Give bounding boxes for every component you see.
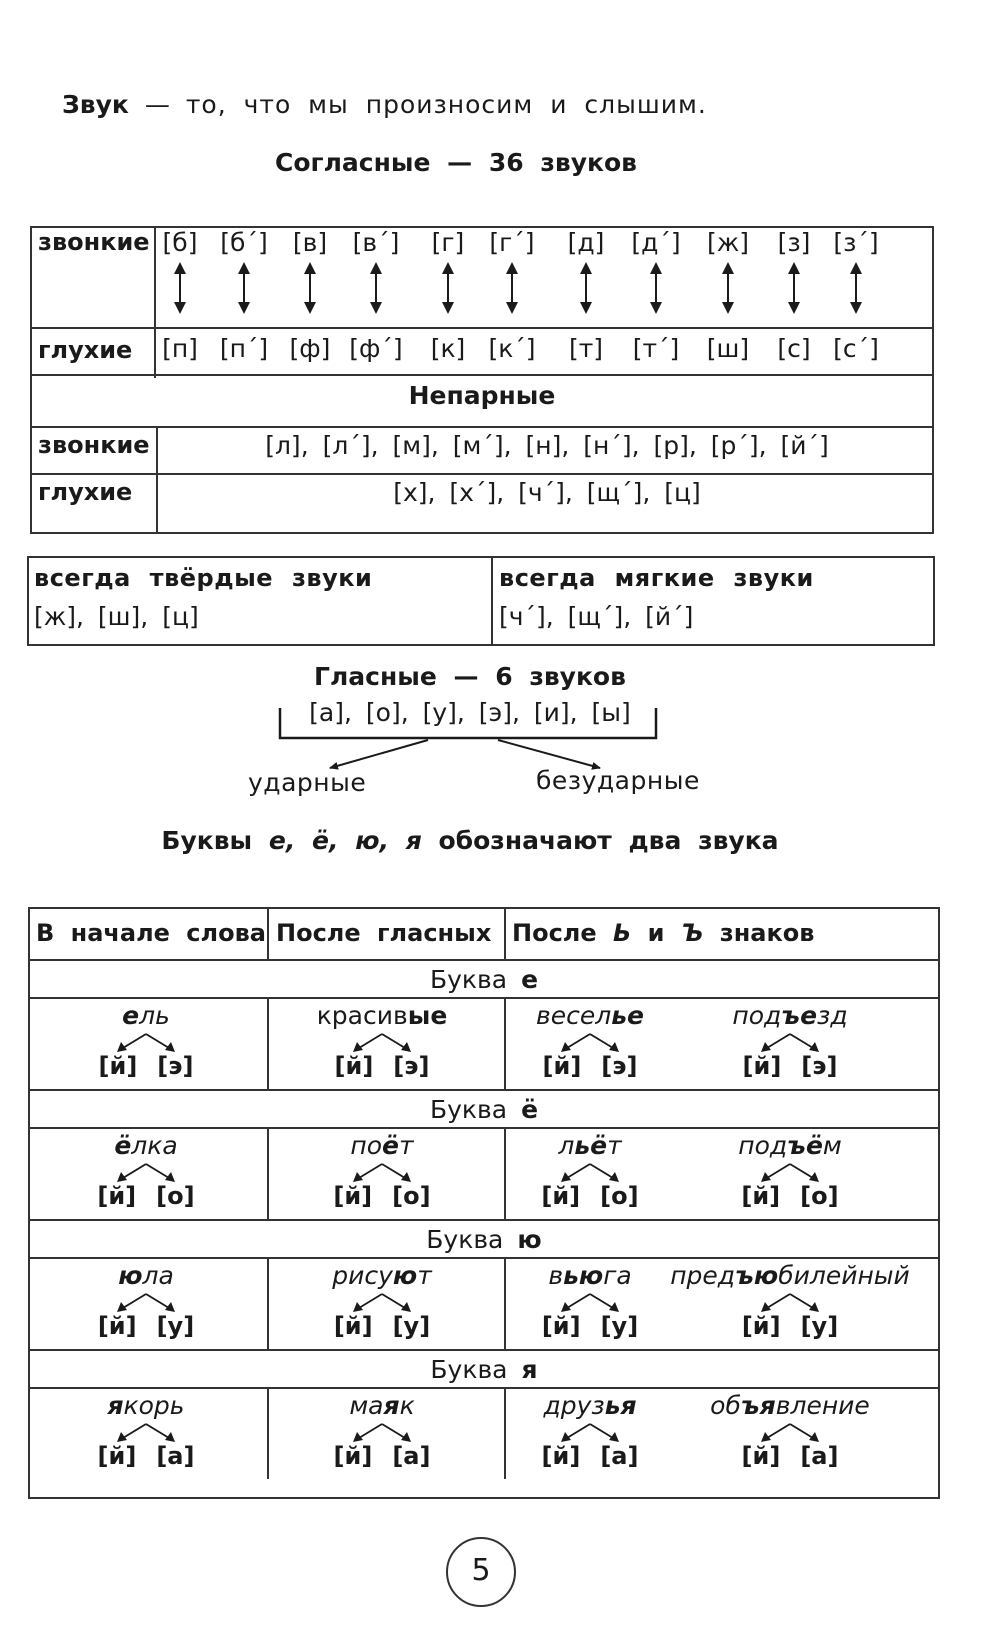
sound-vowel: [у] bbox=[800, 1312, 839, 1340]
word-highlight: ье bbox=[611, 1001, 644, 1030]
split-arrows-icon bbox=[555, 1032, 625, 1054]
sound-j: [й] bbox=[98, 1052, 138, 1080]
word-part: в bbox=[548, 1261, 564, 1290]
voicing-pair-arrow bbox=[649, 262, 663, 314]
sound-pair bbox=[670, 1182, 910, 1210]
voiced-sound: [д] bbox=[567, 228, 605, 257]
unpaired-voiceless-label: глухие bbox=[38, 478, 133, 506]
word-highlight: ъю bbox=[735, 1261, 779, 1290]
word-part: ль bbox=[139, 1001, 170, 1030]
sound-j: [й] bbox=[97, 1182, 137, 1210]
table-divider bbox=[504, 909, 506, 959]
word-example bbox=[262, 1261, 502, 1340]
voicing-pair-arrow bbox=[369, 262, 383, 314]
word-highlight: ья bbox=[604, 1391, 637, 1420]
word-example bbox=[26, 1261, 266, 1340]
hard-sign: Ъ bbox=[680, 919, 704, 947]
voicing-pair-arrow bbox=[579, 262, 593, 314]
band-letter: я bbox=[521, 1355, 538, 1384]
word-part: м bbox=[822, 1131, 842, 1160]
word-highlight: ё bbox=[382, 1131, 400, 1160]
sound-vowel: [у] bbox=[600, 1312, 639, 1340]
example-word bbox=[262, 1131, 502, 1160]
col3-and: и bbox=[647, 919, 665, 947]
word-highlight: ё bbox=[114, 1131, 132, 1160]
vowels-list: [а], [о], [у], [э], [и], [ы] bbox=[309, 698, 631, 727]
word-part: л bbox=[558, 1131, 575, 1160]
col-after-signs bbox=[512, 919, 814, 947]
word-part: ла bbox=[142, 1261, 174, 1290]
split-arrows-icon bbox=[555, 1162, 625, 1184]
split-arrows-icon bbox=[555, 1422, 625, 1444]
sound-j: [й] bbox=[741, 1182, 781, 1210]
hard-sounds: [ж], [ш], [ц] bbox=[34, 602, 199, 631]
split-arrows-icon bbox=[755, 1292, 825, 1314]
letters-heading-letters: е, ё, ю, я bbox=[268, 826, 422, 855]
col-start-of-word: В начале слова bbox=[36, 919, 266, 947]
sound-j: [й] bbox=[333, 1182, 373, 1210]
word-part: билейный bbox=[778, 1261, 910, 1290]
voiced-sound: [ж] bbox=[706, 228, 750, 257]
word-example bbox=[262, 1391, 502, 1470]
table-divider bbox=[32, 426, 932, 428]
sound-j: [й] bbox=[333, 1312, 373, 1340]
voiceless-sound: [ш] bbox=[706, 334, 750, 363]
word-part: друз bbox=[543, 1391, 605, 1420]
sound-pair bbox=[26, 1052, 266, 1080]
sound-vowel: [э] bbox=[393, 1052, 430, 1080]
sound-pair bbox=[262, 1052, 502, 1080]
letter-band bbox=[30, 1355, 938, 1384]
sound-pair bbox=[26, 1442, 266, 1470]
sound-vowel: [о] bbox=[392, 1182, 431, 1210]
word-highlight: е bbox=[122, 1001, 140, 1030]
word-example bbox=[26, 1001, 266, 1080]
letter-band bbox=[30, 1225, 938, 1254]
sound-j: [й] bbox=[542, 1052, 582, 1080]
word-highlight: я bbox=[107, 1391, 124, 1420]
word-part: по bbox=[350, 1131, 383, 1160]
table-divider bbox=[32, 374, 932, 376]
intro-line bbox=[62, 90, 707, 119]
example-word bbox=[670, 1391, 910, 1420]
split-arrows-icon bbox=[111, 1292, 181, 1314]
voiced-sound: [г] bbox=[431, 228, 465, 257]
hard-title: всегда твёрдые звуки bbox=[34, 564, 373, 592]
split-arrows-icon bbox=[111, 1162, 181, 1184]
table-divider bbox=[154, 228, 156, 378]
sound-pair bbox=[262, 1442, 502, 1470]
sound-j: [й] bbox=[541, 1312, 581, 1340]
sound-pair bbox=[670, 1312, 910, 1340]
sound-j: [й] bbox=[541, 1442, 581, 1470]
letter-band bbox=[30, 965, 938, 994]
table-divider bbox=[32, 327, 932, 329]
sound-j: [й] bbox=[541, 1182, 581, 1210]
band-letter: е bbox=[521, 965, 539, 994]
sound-j: [й] bbox=[741, 1312, 781, 1340]
voicing-pair-arrow bbox=[237, 262, 251, 314]
word-part: рису bbox=[332, 1261, 393, 1290]
voiced-sound: [б] bbox=[162, 228, 198, 257]
word-part: лка bbox=[131, 1131, 178, 1160]
sound-vowel: [у] bbox=[156, 1312, 195, 1340]
word-part: зд bbox=[817, 1001, 848, 1030]
band-letter: ё bbox=[521, 1095, 539, 1124]
table-divider bbox=[32, 473, 932, 475]
voiceless-label: глухие bbox=[38, 336, 133, 364]
word-example bbox=[26, 1131, 266, 1210]
voiceless-sound: [ф´] bbox=[349, 334, 403, 363]
word-example bbox=[262, 1001, 502, 1080]
unpaired-voiceless-sounds: [х], [х´], [ч´], [щ´], [ц] bbox=[393, 478, 701, 507]
voicing-pair-arrow bbox=[173, 262, 187, 314]
sound-j: [й] bbox=[333, 1442, 373, 1470]
band-word: Буква bbox=[429, 965, 508, 994]
table-divider bbox=[30, 959, 938, 961]
voiceless-sound: [с´] bbox=[833, 334, 879, 363]
word-highlight: ьё bbox=[574, 1131, 608, 1160]
table-divider bbox=[30, 997, 938, 999]
word-highlight: ю bbox=[118, 1261, 143, 1290]
word-part: пред bbox=[670, 1261, 736, 1290]
unpaired-voiced-sounds: [л], [л´], [м], [м´], [н], [н´], [р], [р´], [й´] bbox=[265, 431, 829, 460]
voiced-sound: [д´] bbox=[631, 228, 681, 257]
word-part: т bbox=[399, 1131, 414, 1160]
split-arrows-icon bbox=[755, 1422, 825, 1444]
unstressed-label: безударные bbox=[536, 766, 700, 795]
split-arrows-icon bbox=[347, 1162, 417, 1184]
voiceless-sound: [с] bbox=[777, 334, 811, 363]
word-example bbox=[670, 1001, 910, 1080]
sound-vowel: [э] bbox=[157, 1052, 194, 1080]
sound-pair bbox=[26, 1182, 266, 1210]
voiced-sound: [в] bbox=[292, 228, 328, 257]
soft-title: всегда мягкие звуки bbox=[499, 564, 814, 592]
word-part: красив bbox=[316, 1001, 408, 1030]
example-word bbox=[26, 1131, 266, 1160]
example-word bbox=[670, 1131, 910, 1160]
split-arrows-icon bbox=[111, 1032, 181, 1054]
table-divider bbox=[30, 1219, 938, 1221]
page-number: 5 bbox=[446, 1537, 516, 1607]
word-example bbox=[262, 1131, 502, 1210]
voiced-sound: [г´] bbox=[489, 228, 535, 257]
word-part: ма bbox=[349, 1391, 384, 1420]
voiceless-sound: [т´] bbox=[632, 334, 680, 363]
table-divider bbox=[491, 558, 493, 644]
band-letter: ю bbox=[517, 1225, 542, 1254]
intro-term: Звук bbox=[62, 90, 129, 119]
word-highlight: ъе bbox=[781, 1001, 818, 1030]
sound-j: [й] bbox=[741, 1442, 781, 1470]
intro-dash: — bbox=[144, 90, 170, 119]
word-example bbox=[26, 1391, 266, 1470]
voiceless-sound: [т] bbox=[568, 334, 604, 363]
split-arrows-icon bbox=[755, 1162, 825, 1184]
split-arrows-icon bbox=[111, 1422, 181, 1444]
stressed-label: ударные bbox=[248, 768, 367, 797]
sound-vowel: [а] bbox=[156, 1442, 195, 1470]
voiceless-sound: [п´] bbox=[219, 334, 269, 363]
word-part: весел bbox=[536, 1001, 612, 1030]
word-part: т bbox=[417, 1261, 432, 1290]
sound-pair bbox=[262, 1312, 502, 1340]
sound-vowel: [о] bbox=[800, 1182, 839, 1210]
sound-j: [й] bbox=[97, 1312, 137, 1340]
sound-pair bbox=[262, 1182, 502, 1210]
col3-suffix: знаков bbox=[719, 919, 815, 947]
voicing-pair-arrow bbox=[441, 262, 455, 314]
table-divider bbox=[30, 1387, 938, 1389]
word-example bbox=[670, 1391, 910, 1470]
voicing-pair-arrow bbox=[721, 262, 735, 314]
example-word bbox=[26, 1261, 266, 1290]
letter-band bbox=[30, 1095, 938, 1124]
letters-heading bbox=[0, 826, 940, 855]
table-divider bbox=[30, 1257, 938, 1259]
sound-vowel: [э] bbox=[601, 1052, 638, 1080]
letters-heading-suffix: обозначают два звука bbox=[438, 826, 779, 855]
letters-table bbox=[28, 907, 940, 1499]
intro-definition: то, что мы произносим и слышим. bbox=[185, 90, 707, 119]
table-divider bbox=[267, 909, 269, 959]
word-highlight: ью bbox=[563, 1261, 604, 1290]
sound-vowel: [а] bbox=[392, 1442, 431, 1470]
voicing-pair-arrow bbox=[787, 262, 801, 314]
band-word: Буква bbox=[426, 1225, 504, 1254]
soft-sounds: [ч´], [щ´], [й´] bbox=[499, 602, 694, 631]
sound-vowel: [э] bbox=[801, 1052, 838, 1080]
split-arrows-icon bbox=[347, 1032, 417, 1054]
sound-pair bbox=[670, 1052, 910, 1080]
voiced-sound: [з] bbox=[777, 228, 811, 257]
sound-vowel: [о] bbox=[156, 1182, 195, 1210]
col3-prefix: После bbox=[512, 919, 597, 947]
example-word bbox=[26, 1391, 266, 1420]
split-arrows-icon bbox=[347, 1292, 417, 1314]
band-word: Буква bbox=[429, 1095, 508, 1124]
sound-j: [й] bbox=[742, 1052, 782, 1080]
consonants-heading: Согласные — 36 звуков bbox=[275, 148, 637, 177]
consonants-table bbox=[30, 226, 934, 534]
word-part: га bbox=[603, 1261, 632, 1290]
word-example bbox=[670, 1131, 910, 1210]
word-part: под bbox=[732, 1001, 782, 1030]
word-highlight: я bbox=[383, 1391, 400, 1420]
table-divider bbox=[30, 1089, 938, 1091]
example-word bbox=[670, 1001, 910, 1030]
voiceless-sound: [п] bbox=[162, 334, 198, 363]
band-word: Буква bbox=[430, 1355, 508, 1384]
unpaired-heading: Непарные bbox=[408, 381, 556, 410]
sound-vowel: [а] bbox=[800, 1442, 839, 1470]
table-divider bbox=[156, 426, 158, 532]
word-highlight: ю bbox=[392, 1261, 418, 1290]
col-after-vowels: После гласных bbox=[276, 919, 492, 947]
voiced-sound: [з´] bbox=[833, 228, 879, 257]
voicing-pair-arrow bbox=[505, 262, 519, 314]
soft-sign: Ь bbox=[613, 919, 632, 947]
split-arrows-icon bbox=[555, 1292, 625, 1314]
sound-j: [й] bbox=[334, 1052, 374, 1080]
unpaired-voiced-label: звонкие bbox=[38, 431, 150, 459]
sound-j: [й] bbox=[97, 1442, 137, 1470]
table-divider bbox=[30, 1349, 938, 1351]
sound-pair bbox=[670, 1442, 910, 1470]
sound-vowel: [о] bbox=[600, 1182, 639, 1210]
voiced-sound: [в´] bbox=[352, 228, 400, 257]
voiceless-sound: [ф] bbox=[289, 334, 331, 363]
word-part: вление bbox=[775, 1391, 870, 1420]
word-part: об bbox=[710, 1391, 741, 1420]
word-highlight: ъя bbox=[740, 1391, 776, 1420]
example-word bbox=[262, 1001, 502, 1030]
word-part: к bbox=[399, 1391, 415, 1420]
word-highlight: ъё bbox=[787, 1131, 823, 1160]
split-arrows-icon bbox=[755, 1032, 825, 1054]
example-word bbox=[670, 1261, 910, 1290]
word-example bbox=[670, 1261, 910, 1340]
voiced-label: звонкие bbox=[38, 228, 150, 256]
example-word bbox=[262, 1391, 502, 1420]
voiceless-sound: [к´] bbox=[488, 334, 536, 363]
sound-pair bbox=[26, 1312, 266, 1340]
word-highlight: ые bbox=[407, 1001, 448, 1030]
word-part: корь bbox=[123, 1391, 185, 1420]
voiced-sound: [б´] bbox=[220, 228, 268, 257]
word-part: т bbox=[607, 1131, 622, 1160]
table-divider bbox=[30, 1127, 938, 1129]
letters-heading-prefix: Буквы bbox=[161, 826, 253, 855]
hard-soft-table bbox=[27, 556, 935, 646]
voicing-pair-arrow bbox=[303, 262, 317, 314]
voicing-pair-arrow bbox=[849, 262, 863, 314]
example-word bbox=[262, 1261, 502, 1290]
word-part: под bbox=[738, 1131, 788, 1160]
voiceless-sound: [к] bbox=[430, 334, 466, 363]
split-arrows-icon bbox=[347, 1422, 417, 1444]
example-word bbox=[26, 1001, 266, 1030]
sound-vowel: [а] bbox=[600, 1442, 639, 1470]
vowels-heading: Гласные — 6 звуков bbox=[314, 662, 626, 691]
sound-vowel: [у] bbox=[392, 1312, 431, 1340]
